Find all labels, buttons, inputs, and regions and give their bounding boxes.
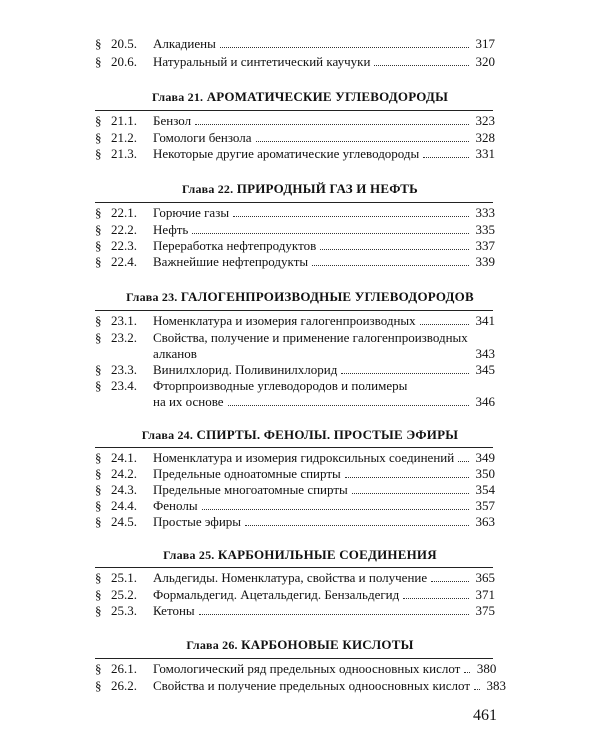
- entry-title: Гомологический ряд предельных одноосновных кислот: [153, 661, 461, 676]
- chapter-rule: [95, 658, 493, 659]
- section-symbol: §: [95, 36, 102, 51]
- dot-leader: [195, 124, 469, 125]
- chapter-title: ГАЛОГЕНПРОИЗВОДНЫЕ УГЛЕВОДОРОДОВ: [180, 289, 474, 304]
- chapter-rule: [95, 110, 493, 111]
- dot-leader: [320, 249, 469, 250]
- dot-leader: [423, 157, 469, 158]
- dot-leader: [312, 265, 469, 266]
- entry-page: 328: [475, 130, 495, 145]
- chapter-title: ПРИРОДНЫЙ ГАЗ И НЕФТЬ: [236, 181, 418, 196]
- entry-title: Простые эфиры: [153, 514, 242, 529]
- section-symbol: §: [95, 514, 102, 529]
- entry-title: Алкадиены: [153, 36, 216, 51]
- section-symbol: §: [95, 482, 102, 497]
- dot-leader: [228, 405, 469, 406]
- entry-title: Переработка нефтепродуктов: [153, 238, 317, 253]
- chapter-heading: [0, 181, 600, 197]
- entry-number: 21.2.: [111, 130, 137, 145]
- chapter-rule: [95, 447, 493, 448]
- entry-number: 23.1.: [111, 313, 137, 328]
- toc-entry: [95, 254, 495, 272]
- section-symbol: §: [95, 498, 102, 513]
- entry-number: 21.3.: [111, 146, 137, 161]
- dot-leader: [341, 373, 469, 374]
- entry-page: 323: [475, 113, 495, 128]
- dot-leader: [256, 141, 469, 142]
- chapter-label: Глава 21.: [151, 90, 204, 104]
- entry-number: 24.3.: [111, 482, 137, 497]
- entry-title: Натуральный и синтетический каучуки: [153, 54, 371, 69]
- chapter-rule: [95, 310, 493, 311]
- toc-entry: [95, 113, 495, 131]
- entry-title: Свойства и получение предельных одноосновных кислот: [153, 678, 471, 693]
- entry-number: 25.2.: [111, 587, 137, 602]
- entry-title-continued: алканов: [153, 346, 197, 361]
- dot-leader: [245, 525, 469, 526]
- entry-page: 354: [475, 482, 495, 497]
- entry-number: 23.2.: [111, 330, 137, 345]
- section-symbol: §: [95, 466, 102, 481]
- entry-number: 23.3.: [111, 362, 137, 377]
- entry-number: 24.2.: [111, 466, 137, 481]
- entry-page: 350: [475, 466, 495, 481]
- entry-page: 320: [475, 54, 495, 69]
- section-symbol: §: [95, 330, 102, 345]
- toc-entry-continuation: [95, 394, 495, 412]
- section-symbol: §: [95, 450, 102, 465]
- entry-title: Кетоны: [153, 603, 195, 618]
- entry-page: 363: [475, 514, 495, 529]
- entry-page: 343: [475, 346, 495, 361]
- dot-leader: [458, 461, 469, 462]
- entry-page: 375: [475, 603, 495, 618]
- toc-entry: [95, 205, 495, 223]
- entry-number: 26.1.: [111, 661, 137, 676]
- section-symbol: §: [95, 222, 102, 237]
- section-symbol: §: [95, 570, 102, 585]
- entry-number: 22.3.: [111, 238, 137, 253]
- entry-number: 22.4.: [111, 254, 137, 269]
- section-symbol: §: [95, 54, 102, 69]
- chapter-title: СПИРТЫ. ФЕНОЛЫ. ПРОСТЫЕ ЭФИРЫ: [196, 427, 459, 442]
- entry-number: 20.5.: [111, 36, 137, 51]
- chapter-heading: [0, 289, 600, 305]
- page-number: 461: [473, 707, 497, 724]
- toc-entry: [95, 514, 495, 532]
- entry-title: Нефть: [153, 222, 189, 237]
- entry-title: Фенолы: [153, 498, 198, 513]
- entry-title: Номенклатура и изомерия гидроксильных соединений: [153, 450, 455, 465]
- chapter-title: КАРБОНИЛЬНЫЕ СОЕДИНЕНИЯ: [217, 547, 437, 562]
- entry-title: Предельные одноатомные спирты: [153, 466, 341, 481]
- dot-leader: [233, 216, 469, 217]
- entry-number: 21.1.: [111, 113, 137, 128]
- section-symbol: §: [95, 378, 102, 393]
- dot-leader: [202, 509, 469, 510]
- chapter-heading: [0, 89, 600, 105]
- section-symbol: §: [95, 362, 102, 377]
- entry-title: Фторпроизводные углеводородов и полимеры: [153, 378, 408, 393]
- dot-leader: [374, 65, 469, 66]
- chapter-title: АРОМАТИЧЕСКИЕ УГЛЕВОДОРОДЫ: [206, 89, 449, 104]
- entry-page: 346: [475, 394, 495, 409]
- chapter-label: Глава 23.: [126, 290, 178, 304]
- dot-leader: [420, 324, 469, 325]
- entry-page: 339: [475, 254, 495, 269]
- toc-entry: [95, 678, 507, 696]
- section-symbol: §: [95, 238, 102, 253]
- entry-title: Горючие газы: [153, 205, 230, 220]
- chapter-rule: [95, 202, 493, 203]
- dot-leader: [474, 689, 480, 690]
- dot-leader: [352, 493, 469, 494]
- chapter-label: Глава 25.: [163, 548, 215, 562]
- entry-title: Номенклатура и изомерия галогенпроизводных: [153, 313, 416, 328]
- entry-page: 383: [486, 678, 507, 693]
- toc-entry: [95, 54, 495, 72]
- chapter-heading: [0, 547, 600, 563]
- chapter-label: Глава 22.: [182, 182, 234, 196]
- entry-number: 22.2.: [111, 222, 137, 237]
- dot-leader: [403, 598, 469, 599]
- section-symbol: §: [95, 678, 102, 693]
- dot-leader: [199, 614, 469, 615]
- entry-page: 335: [475, 222, 495, 237]
- section-symbol: §: [95, 603, 102, 618]
- entry-page: 341: [475, 313, 495, 328]
- entry-title: Бензол: [153, 113, 192, 128]
- entry-page: 317: [475, 36, 495, 51]
- entry-number: 25.3.: [111, 603, 137, 618]
- section-symbol: §: [95, 113, 102, 128]
- entry-number: 25.1.: [111, 570, 137, 585]
- dot-leader: [464, 672, 470, 673]
- entry-number: 23.4.: [111, 378, 137, 393]
- toc-entry: [95, 570, 495, 588]
- entry-title: Винилхлорид. Поливинилхлорид: [153, 362, 338, 377]
- toc-entry: [95, 603, 495, 621]
- entry-number: 22.1.: [111, 205, 137, 220]
- toc-entry: [95, 36, 495, 54]
- entry-page: 371: [475, 587, 495, 602]
- entry-title: Формальдегид. Ацетальдегид. Бензальдегид: [153, 587, 400, 602]
- entry-title: Некоторые другие ароматические углеводороды: [153, 146, 420, 161]
- entry-page: 349: [475, 450, 495, 465]
- section-symbol: §: [95, 254, 102, 269]
- entry-number: 20.6.: [111, 54, 137, 69]
- entry-title: Свойства, получение и применение галогенпроизводных: [153, 330, 468, 345]
- section-symbol: §: [95, 130, 102, 145]
- section-symbol: §: [95, 313, 102, 328]
- section-symbol: §: [95, 661, 102, 676]
- chapter-heading: [0, 427, 600, 443]
- entry-title: Гомологи бензола: [153, 130, 252, 145]
- entry-page: 333: [475, 205, 495, 220]
- entry-page: 345: [475, 362, 495, 377]
- entry-title: Важнейшие нефтепродукты: [153, 254, 309, 269]
- chapter-label: Глава 24.: [141, 428, 194, 442]
- entry-number: 24.1.: [111, 450, 137, 465]
- entry-page: 365: [475, 570, 495, 585]
- chapter-title: КАРБОНОВЫЕ КИСЛОТЫ: [241, 637, 414, 652]
- entry-number: 24.5.: [111, 514, 137, 529]
- entry-title: Предельные многоатомные спирты: [153, 482, 348, 497]
- toc-entry: [95, 661, 495, 679]
- entry-page: 337: [475, 238, 495, 253]
- entry-title: Альдегиды. Номенклатура, свойства и получение: [153, 570, 428, 585]
- section-symbol: §: [95, 205, 102, 220]
- dot-leader: [192, 233, 469, 234]
- dot-leader: [220, 47, 469, 48]
- section-symbol: §: [95, 587, 102, 602]
- entry-title-continued: на их основе: [153, 394, 224, 409]
- entry-page: 331: [475, 146, 495, 161]
- section-symbol: §: [95, 146, 102, 161]
- entry-page: 357: [475, 498, 495, 513]
- dot-leader: [431, 581, 469, 582]
- chapter-heading: [0, 637, 600, 653]
- chapter-rule: [95, 567, 493, 568]
- entry-page: 380: [476, 661, 497, 676]
- toc-entry: [95, 313, 495, 331]
- entry-number: 26.2.: [111, 678, 137, 693]
- dot-leader: [345, 477, 469, 478]
- toc-entry: [95, 146, 495, 164]
- entry-number: 24.4.: [111, 498, 137, 513]
- chapter-label: Глава 26.: [186, 638, 238, 652]
